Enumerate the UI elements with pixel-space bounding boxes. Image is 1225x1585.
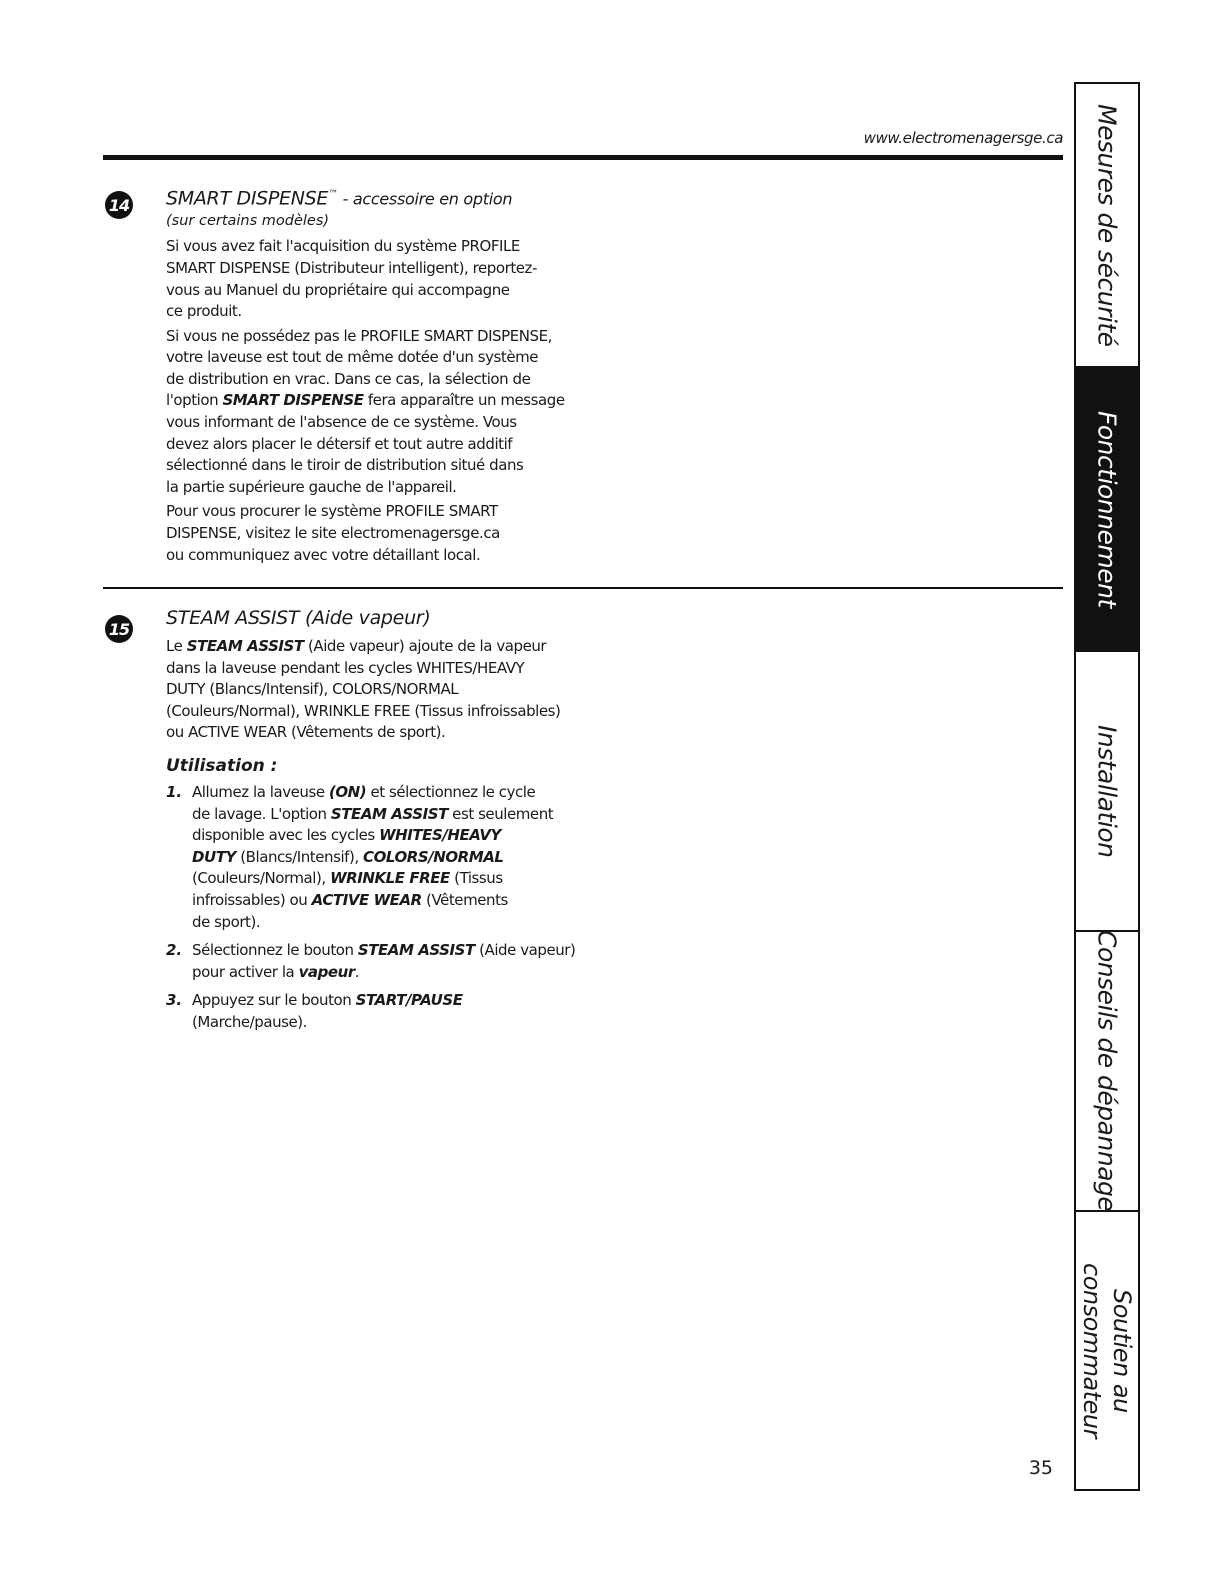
line: devez alors placer le détersif et tout autre additif: [166, 434, 513, 453]
list-item: [166, 782, 606, 933]
step-text: [192, 940, 606, 983]
emphasis: STEAM ASSIST: [357, 941, 475, 960]
line: SMART DISPENSE (Distributeur intelligent), reportez-: [166, 258, 537, 277]
tab-label-line: consommateur: [1078, 1263, 1106, 1438]
tab-label-line: Soutien au: [1108, 1288, 1136, 1413]
line: (Vêtements: [421, 890, 508, 909]
step-number: 2.: [166, 941, 183, 960]
line: l'option: [166, 391, 223, 410]
section-number-badge: 15: [105, 615, 133, 643]
paragraph: [166, 501, 606, 566]
trademark-symbol: ™: [328, 189, 338, 200]
tab-label: Mesures de sécurité: [1092, 103, 1122, 347]
tab-conseils-de-depannage[interactable]: [1076, 930, 1138, 1210]
line: et sélectionnez le cycle: [366, 782, 536, 801]
line: (Couleurs/Normal), WRINKLE FREE (Tissus infroissables): [166, 701, 561, 720]
tab-fonctionnement[interactable]: [1076, 366, 1138, 650]
line: de lavage. L'option: [192, 804, 331, 823]
website-url: www.electromenagersge.ca: [863, 129, 1063, 147]
line: DISPENSE, visitez le site electromenagersge.ca: [166, 524, 500, 543]
emphasis: ACTIVE WEAR: [311, 890, 422, 909]
line: ou communiquez avec votre détaillant local.: [166, 545, 481, 564]
line: .: [354, 962, 360, 981]
section-number-badge: 14: [105, 191, 133, 219]
emphasis: WHITES/HEAVY: [379, 826, 501, 845]
line: ou ACTIVE WEAR (Vêtements de sport).: [166, 723, 446, 742]
line: DUTY (Blancs/Intensif), COLORS/NORMAL: [166, 680, 459, 699]
emphasis: vapeur: [298, 962, 355, 981]
section-heading: [166, 183, 606, 211]
models-note: (sur certains modèles): [166, 213, 330, 230]
heading-title: SMART DISPENSE: [166, 187, 329, 210]
tab-label: [1077, 1263, 1137, 1438]
line: votre laveuse est tout de même dotée d'un système: [166, 348, 539, 367]
step-number: 1.: [166, 782, 183, 801]
line: de distribution en vrac. Dans ce cas, la sélection de: [166, 369, 531, 388]
emphasis: SMART DISPENSE: [222, 391, 364, 410]
emphasis: DUTY: [192, 847, 236, 866]
steps-list: [166, 782, 606, 1034]
list-item: [166, 940, 606, 983]
section-divider: [103, 587, 1063, 589]
line: pour activer la: [192, 962, 299, 981]
line: Si vous ne possédez pas le PROFILE SMART DISPENSE,: [166, 326, 552, 345]
list-item: [166, 990, 606, 1033]
step-number: 3.: [166, 991, 183, 1010]
paragraph: [166, 236, 606, 322]
section-smart-dispense: [166, 183, 606, 569]
top-divider: [103, 155, 1063, 160]
line: fera apparaître un message: [363, 391, 565, 410]
emphasis: STEAM ASSIST: [330, 804, 448, 823]
line: Allumez la laveuse: [192, 782, 329, 801]
step-text: [192, 990, 606, 1033]
tab-label: Conseils de dépannage: [1092, 930, 1122, 1212]
tab-mesures-de-securite[interactable]: [1076, 84, 1138, 366]
line: (Couleurs/Normal),: [192, 869, 331, 888]
paragraph: [166, 636, 606, 744]
section-tabs: [1074, 82, 1140, 1491]
usage-heading: Utilisation :: [166, 755, 278, 776]
line: Le: [166, 637, 187, 655]
emphasis: COLORS/NORMAL: [363, 847, 504, 866]
emphasis: WRINKLE FREE: [330, 869, 450, 888]
emphasis: STEAM ASSIST: [186, 637, 304, 655]
line: (Aide vapeur): [474, 941, 576, 960]
paragraph: [166, 326, 606, 499]
tab-soutien-au-consommateur[interactable]: [1076, 1210, 1138, 1489]
tab-installation[interactable]: [1076, 650, 1138, 930]
line: (Aide vapeur) ajoute de la vapeur: [303, 637, 547, 655]
tab-label: Installation: [1092, 724, 1122, 858]
section-steam-assist: [166, 606, 606, 1041]
emphasis: START/PAUSE: [355, 991, 463, 1010]
line: de sport).: [192, 912, 261, 931]
emphasis: (ON): [328, 782, 367, 801]
step-text: [192, 782, 606, 933]
line: infroissables) ou: [192, 890, 312, 909]
line: ce produit.: [166, 302, 242, 321]
line: Si vous avez fait l'acquisition du système PROFILE: [166, 237, 520, 256]
section-heading: STEAM ASSIST (Aide vapeur): [166, 607, 431, 629]
page-number: 35: [1028, 1457, 1053, 1479]
line: est seulement: [447, 804, 554, 823]
line: Pour vous procurer le système PROFILE SMART: [166, 502, 498, 521]
line: Appuyez sur le bouton: [192, 991, 356, 1010]
line: (Blancs/Intensif),: [235, 847, 364, 866]
line: (Tissus: [449, 869, 503, 888]
line: vous au Manuel du propriétaire qui accompagne: [166, 280, 510, 299]
line: sélectionné dans le tiroir de distribution situé dans: [166, 456, 524, 475]
heading-subtitle: - accessoire en option: [337, 189, 513, 209]
line: la partie supérieure gauche de l'appareil.: [166, 477, 457, 496]
line: dans la laveuse pendant les cycles WHITES/HEAVY: [166, 658, 525, 677]
line: disponible avec les cycles: [192, 826, 380, 845]
tab-label: Fonctionnement: [1092, 410, 1122, 608]
line: (Marche/pause).: [192, 1012, 307, 1031]
line: Sélectionnez le bouton: [192, 941, 358, 960]
line: vous informant de l'absence de ce système. Vous: [166, 413, 517, 432]
